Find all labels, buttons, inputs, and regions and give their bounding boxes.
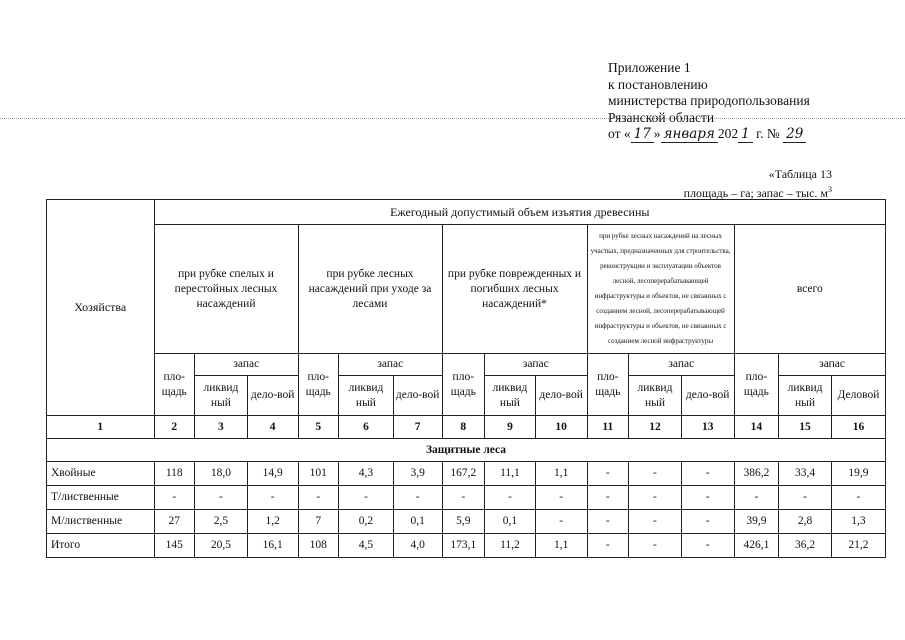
table-cell: - <box>339 486 394 510</box>
header-area: пло-щадь <box>587 354 629 416</box>
table-cell: 36,2 <box>779 534 832 558</box>
table-row <box>47 510 886 534</box>
table-cell: - <box>587 534 629 558</box>
date-prefix: от « <box>608 126 631 141</box>
date-year-prefix: 202 <box>717 126 739 141</box>
header-stock: запас <box>485 354 587 376</box>
table-cell: 16,1 <box>247 534 298 558</box>
table-cell: 101 <box>298 462 339 486</box>
section-title: Защитные леса <box>47 439 886 462</box>
table-cell: 11,2 <box>485 534 536 558</box>
table-cell: 0,2 <box>339 510 394 534</box>
date-suffix: г. № <box>756 126 780 141</box>
header-group-construction: при рубке лесных насаждений на лесных участках, предназначенных для строительства, реконструкции и эксплуатации объектов лесной, лесоперерабатывающей инфраструктуры и объектов, не связанных с созданием лесной, лесоперерабатывающей инфраструктуры и объектов, не связанных с созданием лесной инфраструктуры <box>587 225 734 354</box>
column-number: 1 <box>47 416 155 439</box>
table-units-text: площадь – га; запас – тыс. м <box>683 186 828 200</box>
column-number: 16 <box>831 416 885 439</box>
table-cell: 1,1 <box>535 534 587 558</box>
table-cell: - <box>587 510 629 534</box>
column-number: 3 <box>195 416 248 439</box>
column-number: 8 <box>442 416 485 439</box>
header-liquid: ликвид ный <box>485 376 536 416</box>
header-top: Ежегодный допустимый объем изъятия древесины <box>154 200 886 225</box>
column-number: 4 <box>247 416 298 439</box>
column-number: 9 <box>485 416 536 439</box>
header-area: пло-щадь <box>154 354 195 416</box>
table-cell: 19,9 <box>831 462 885 486</box>
table-cell: 4,3 <box>339 462 394 486</box>
row-name: Итого <box>47 534 155 558</box>
timber-volume-table <box>46 199 886 558</box>
table-cell: 1,1 <box>535 462 587 486</box>
column-number: 2 <box>154 416 195 439</box>
header-area: пло-щадь <box>298 354 339 416</box>
table-cell: 0,1 <box>393 510 442 534</box>
header-liquid: ликвид ный <box>195 376 248 416</box>
document-number: 29 <box>783 126 806 143</box>
table-cell: 1,3 <box>831 510 885 534</box>
header-business: дело-вой <box>681 376 734 416</box>
table-title: «Таблица 13 <box>768 167 832 181</box>
table-cell: 0,1 <box>485 510 536 534</box>
table-cell: - <box>587 486 629 510</box>
table-cell: - <box>681 486 734 510</box>
table-cell: - <box>247 486 298 510</box>
header-business: дело-вой <box>535 376 587 416</box>
table-cell: - <box>831 486 885 510</box>
date-day: 17 <box>631 126 654 143</box>
date-mid: » <box>653 126 661 141</box>
header-business: дело-вой <box>393 376 442 416</box>
appendix-line-3: министерства природопользования <box>608 93 810 108</box>
table-cell: - <box>535 486 587 510</box>
date-year-digit: 1 <box>738 126 753 143</box>
header-liquid: ликвид ный <box>339 376 394 416</box>
column-number: 14 <box>734 416 779 439</box>
table-cell: - <box>442 486 485 510</box>
table-cell: 11,1 <box>485 462 536 486</box>
column-number: 15 <box>779 416 832 439</box>
table-cell: - <box>629 510 682 534</box>
header-stock: запас <box>629 354 734 376</box>
column-number: 7 <box>393 416 442 439</box>
table-cell: 108 <box>298 534 339 558</box>
table-cell: 27 <box>154 510 195 534</box>
column-number: 13 <box>681 416 734 439</box>
table-cell: 173,1 <box>442 534 485 558</box>
table-cell: 386,2 <box>734 462 779 486</box>
table-cell: 2,5 <box>195 510 248 534</box>
table-cell: - <box>535 510 587 534</box>
column-number: 12 <box>629 416 682 439</box>
table-cell: - <box>393 486 442 510</box>
table-cell: 14,9 <box>247 462 298 486</box>
table-cell: - <box>587 462 629 486</box>
table-cell: - <box>779 486 832 510</box>
table-cell: - <box>629 534 682 558</box>
table-cell: 21,2 <box>831 534 885 558</box>
table-cell: 4,5 <box>339 534 394 558</box>
table-cell: - <box>629 486 682 510</box>
column-number: 10 <box>535 416 587 439</box>
table-cell: 118 <box>154 462 195 486</box>
header-business: дело-вой <box>247 376 298 416</box>
header-stock: запас <box>339 354 442 376</box>
header-liquid: ликвид ный <box>779 376 832 416</box>
column-number: 6 <box>339 416 394 439</box>
table-cell: - <box>681 510 734 534</box>
table-cell: 39,9 <box>734 510 779 534</box>
header-area: пло-щадь <box>442 354 485 416</box>
table-cell: 426,1 <box>734 534 779 558</box>
table-cell: - <box>485 486 536 510</box>
appendix-line-1: Приложение 1 <box>608 60 691 75</box>
column-numbers-row <box>47 416 886 439</box>
table-cell: 3,9 <box>393 462 442 486</box>
table-cell: 20,5 <box>195 534 248 558</box>
row-name: Хвойные <box>47 462 155 486</box>
table-cell: 18,0 <box>195 462 248 486</box>
table-cell: - <box>681 462 734 486</box>
column-number: 11 <box>587 416 629 439</box>
table-cell: - <box>629 462 682 486</box>
header-group-mature: при рубке спелых и перестойных лесных насаждений <box>154 225 298 354</box>
table-cell: 7 <box>298 510 339 534</box>
header-business-total: Деловой <box>831 376 885 416</box>
data-rows <box>47 462 886 558</box>
header-liquid: ликвид ный <box>629 376 682 416</box>
table-row <box>47 462 886 486</box>
appendix-line-4: Рязанской области <box>608 109 715 125</box>
table-cell: 2,8 <box>779 510 832 534</box>
table-units-sup: 3 <box>828 185 832 194</box>
appendix-block <box>608 60 810 143</box>
table-cell: - <box>298 486 339 510</box>
table-cell: - <box>734 486 779 510</box>
table-cell: 5,9 <box>442 510 485 534</box>
table-cell: 4,0 <box>393 534 442 558</box>
header-group-damaged: при рубке поврежденных и погибших лесных насаждений* <box>442 225 587 354</box>
header-farm: Хозяйства <box>47 200 155 416</box>
header-area: пло-щадь <box>734 354 779 416</box>
table-cell: 167,2 <box>442 462 485 486</box>
date-month: января <box>661 126 718 143</box>
table-cell: - <box>195 486 248 510</box>
header-stock: запас <box>195 354 298 376</box>
column-number: 5 <box>298 416 339 439</box>
header-group-total: всего <box>734 225 885 354</box>
table-caption <box>684 166 832 201</box>
table-cell: 1,2 <box>247 510 298 534</box>
appendix-date-line <box>608 126 810 143</box>
table-row <box>47 486 886 510</box>
header-stock: запас <box>779 354 886 376</box>
row-name: Т/лиственные <box>47 486 155 510</box>
table-cell: - <box>154 486 195 510</box>
table-row <box>47 534 886 558</box>
table-cell: 33,4 <box>779 462 832 486</box>
appendix-line-2: к постановлению <box>608 76 708 92</box>
table-cell: - <box>681 534 734 558</box>
row-name: М/лиственные <box>47 510 155 534</box>
header-group-care: при рубке лесных насаждений при уходе за лесами <box>298 225 442 354</box>
table-cell: 145 <box>154 534 195 558</box>
